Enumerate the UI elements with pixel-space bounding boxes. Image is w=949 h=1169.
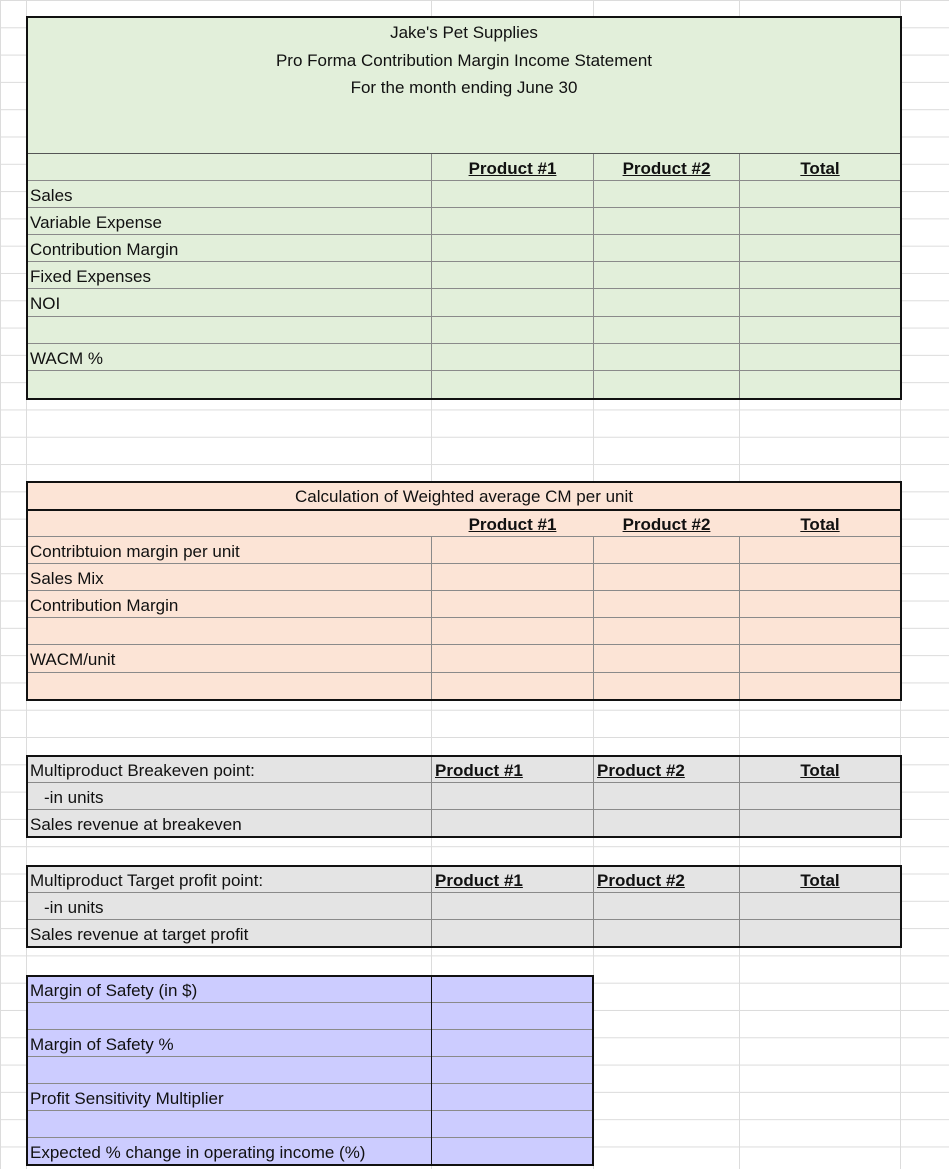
row-label-sales-mix: Sales Mix (30, 569, 104, 588)
row-divider (28, 316, 900, 317)
statement-period: For the month ending June 30 (350, 78, 578, 97)
column-divider (431, 757, 432, 836)
row-label-noi: NOI (30, 294, 61, 313)
row-label-sales-revenue-breakeven: Sales revenue at breakeven (30, 815, 242, 834)
row-label-wacm-percent: WACM % (30, 349, 104, 368)
column-header-product-2: Product #2 (597, 871, 685, 890)
column-divider (593, 757, 594, 836)
row-divider (28, 343, 900, 344)
row-label-variable-expense: Variable Expense (30, 213, 162, 232)
column-header-total: Total (800, 159, 840, 178)
column-header-product-2: Product #2 (622, 159, 711, 178)
row-label-sales: Sales (30, 186, 73, 205)
row-divider (28, 672, 900, 673)
column-header-product-1: Product #1 (435, 871, 523, 890)
column-divider (739, 537, 740, 699)
column-divider (593, 154, 594, 398)
row-divider (28, 370, 900, 371)
header-divider (28, 153, 900, 154)
column-divider (431, 537, 432, 699)
row-divider (28, 809, 900, 810)
row-label-in-units: -in units (44, 898, 104, 917)
row-divider (28, 644, 900, 645)
row-label-margin-of-safety-dollars: Margin of Safety (in $) (30, 981, 198, 1000)
row-label-in-units: -in units (44, 788, 104, 807)
row-divider (28, 1029, 592, 1030)
column-header-product-2: Product #2 (597, 761, 685, 780)
column-header-total: Total (800, 871, 840, 890)
row-divider (28, 1137, 592, 1138)
column-header-product-1: Product #1 (468, 515, 557, 534)
column-header-total: Total (800, 761, 840, 780)
row-divider (28, 288, 900, 289)
company-name: Jake's Pet Supplies (390, 23, 538, 42)
column-divider (431, 977, 432, 1164)
wacm-calculation-title: Calculation of Weighted average CM per unit (295, 487, 633, 506)
column-divider (431, 154, 432, 398)
target-profit-label: Multiproduct Target profit point: (30, 871, 264, 890)
row-label-expected-change-operating-income: Expected % change in operating income (%) (30, 1143, 366, 1162)
column-divider (739, 154, 740, 398)
column-divider (593, 867, 594, 946)
row-divider (28, 207, 900, 208)
column-header-total: Total (800, 515, 840, 534)
breakeven-label: Multiproduct Breakeven point: (30, 761, 255, 780)
column-header-product-2: Product #2 (622, 515, 711, 534)
row-divider (28, 919, 900, 920)
statement-title: Pro Forma Contribution Margin Income Statement (275, 51, 653, 70)
column-divider (431, 867, 432, 946)
row-label-cm-per-unit: Contribtuion margin per unit (30, 542, 240, 561)
row-divider (28, 1083, 592, 1084)
column-header-product-1: Product #1 (468, 159, 557, 178)
row-label-contribution-margin: Contribution Margin (30, 240, 179, 259)
row-label-fixed-expenses: Fixed Expenses (30, 267, 151, 286)
row-divider (28, 590, 900, 591)
column-divider (593, 537, 594, 699)
row-label-profit-sensitivity-multiplier: Profit Sensitivity Multiplier (30, 1089, 224, 1108)
row-label-sales-revenue-target-profit: Sales revenue at target profit (30, 925, 249, 944)
column-header-product-1: Product #1 (435, 761, 523, 780)
row-label-margin-of-safety-percent: Margin of Safety % (30, 1035, 174, 1054)
row-label-contribution-margin: Contribution Margin (30, 596, 179, 615)
row-label-wacm-unit: WACM/unit (30, 650, 116, 669)
